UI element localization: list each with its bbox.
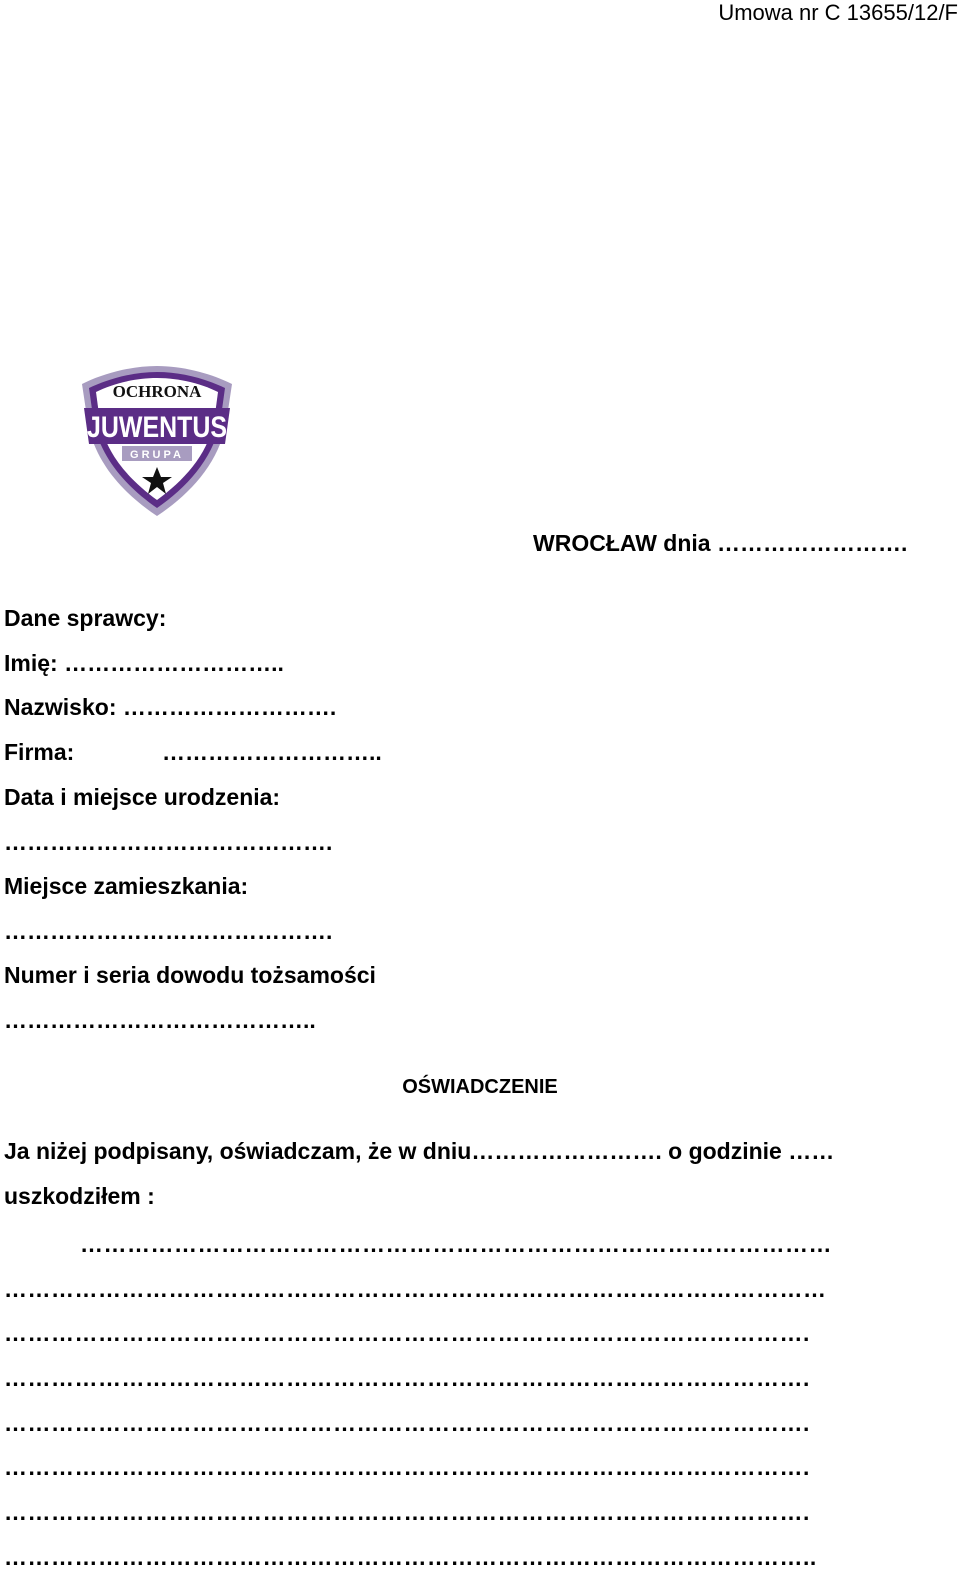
logo-top-text: OCHRONA: [112, 382, 202, 401]
first-name-field: Imię: ………………………..: [4, 650, 284, 676]
blank-line: …………………………………………………………………………………………..: [4, 1544, 817, 1570]
blank-line: ………………………………………………………………………………………….: [4, 1365, 810, 1391]
birth-value: …………………………………….: [4, 829, 333, 855]
company-label: Firma:: [4, 739, 75, 765]
id-label: Numer i seria dowodu tożsamości: [4, 962, 376, 988]
blank-line: ……………………………………………………………………………………………: [4, 1276, 827, 1302]
id-value: …………………………………..: [4, 1007, 316, 1033]
blank-line: ……………………………………………………………………………………: [80, 1231, 832, 1257]
blank-line: ………………………………………………………………………………………….: [4, 1454, 810, 1480]
shield-logo-icon: [78, 364, 236, 518]
statement-title: OŚWIADCZENIE: [402, 1076, 558, 1098]
address-label: Miejsce zamieszkania:: [4, 873, 249, 899]
place-and-date: WROCŁAW dnia …………………….: [533, 530, 908, 556]
company-value: ………………………..: [162, 739, 382, 765]
logo-main-text: JUWENTUS: [87, 411, 227, 444]
last-name-field: Nazwisko: ……………………….: [4, 694, 337, 720]
birth-label: Data i miejsce urodzenia:: [4, 784, 281, 810]
contract-number: Umowa nr C 13655/12/F: [718, 0, 958, 25]
damaged-label: uszkodziłem :: [4, 1183, 155, 1209]
blank-line: ………………………………………………………………………………………….: [4, 1320, 810, 1346]
statement-text: Ja niżej podpisany, oświadczam, że w dniu……………………. o godzinie ……: [4, 1138, 835, 1164]
address-value: …………………………………….: [4, 918, 333, 944]
blank-line: ………………………………………………………………………………………….: [4, 1410, 810, 1436]
section-title: Dane sprawcy:: [4, 605, 167, 631]
logo-bottom-text: GRUPA: [130, 449, 184, 461]
company-logo: [78, 364, 236, 518]
blank-line: ………………………………………………………………………………………….: [4, 1499, 810, 1525]
